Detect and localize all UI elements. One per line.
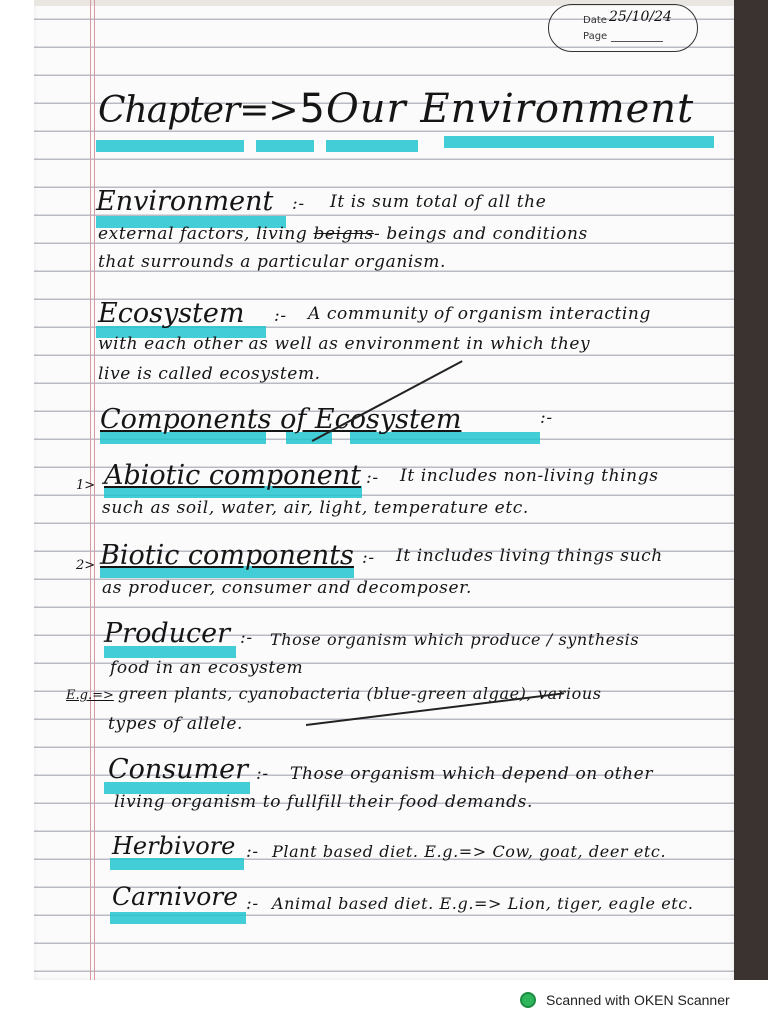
ecosystem-sep: :-	[274, 306, 287, 326]
abiotic-number: 1>	[76, 478, 96, 493]
carnivore-line1: Animal based diet. E.g.=> Lion, tiger, eagle etc.	[272, 894, 694, 913]
term-carnivore: Carnivore	[112, 882, 239, 911]
title-text: Our Environment	[326, 86, 695, 132]
highlight	[96, 140, 244, 152]
term-biotic: Biotic components	[100, 540, 354, 571]
title-chapter: Chapter=>	[98, 90, 298, 131]
ecosystem-line3: live is called ecosystem.	[98, 364, 321, 384]
highlight	[326, 140, 418, 152]
consumer-line2: living organism to fullfill their food demands.	[114, 792, 533, 812]
abiotic-line1: It includes non-living things	[400, 466, 659, 486]
producer-line4: types of allele.	[108, 714, 244, 734]
biotic-line2: as producer, consumer and decomposer.	[102, 578, 473, 598]
components-sep: :-	[540, 408, 553, 428]
highlight	[256, 140, 314, 152]
biotic-line1: It includes living things such	[396, 546, 663, 566]
components-heading: Components of Ecosystem	[100, 404, 462, 435]
term-ecosystem: Ecosystem	[98, 298, 245, 329]
biotic-sep: :-	[362, 548, 375, 568]
title-number: 5	[299, 86, 326, 132]
environment-line2a: external factors, living	[98, 224, 308, 244]
producer-sep: :-	[240, 628, 253, 648]
producer-line2: food in an ecosystem	[110, 658, 304, 678]
producer-eg-label: E.g.=>	[66, 688, 114, 703]
highlight	[444, 136, 714, 148]
date-page-box	[548, 4, 698, 52]
consumer-line1: Those organism which depend on other	[290, 764, 654, 784]
date-value: 25/10/24	[609, 9, 672, 25]
date-label: Date	[583, 15, 607, 26]
term-abiotic: Abiotic component	[104, 460, 361, 491]
background-edge	[734, 0, 768, 980]
environment-line2-struck: beigns	[313, 224, 374, 244]
environment-line3: that surrounds a particular organism.	[98, 252, 446, 272]
term-producer: Producer	[104, 618, 231, 649]
producer-line3: green plants, cyanobacteria (blue-green algae), various	[118, 684, 602, 703]
term-environment: Environment	[96, 186, 274, 217]
ecosystem-line2: with each other as well as environment in which they	[98, 334, 591, 354]
ecosystem-line1: A community of organism interacting	[308, 304, 651, 324]
environment-line2	[98, 224, 588, 244]
producer-line1: Those organism which produce / synthesis	[270, 630, 640, 649]
abiotic-sep: :-	[366, 468, 379, 488]
biotic-number: 2>	[76, 558, 96, 573]
environment-line2b: - beings and conditions	[373, 224, 588, 244]
herbivore-line1: Plant based diet. E.g.=> Cow, goat, deer etc.	[272, 842, 667, 861]
herbivore-sep: :-	[246, 842, 259, 862]
page-number-blank	[611, 41, 663, 42]
abiotic-line2: such as soil, water, air, light, temperature etc.	[102, 498, 529, 518]
carnivore-sep: :-	[246, 894, 259, 914]
term-consumer: Consumer	[108, 754, 249, 785]
page-label: Page	[583, 31, 608, 42]
highlight	[110, 912, 246, 924]
environment-line1: It is sum total of all the	[330, 192, 547, 212]
footer-text: Scanned with OKEN Scanner	[546, 992, 730, 1008]
oken-logo-icon	[520, 992, 536, 1008]
term-herbivore: Herbivore	[112, 832, 236, 860]
environment-sep: :-	[292, 194, 305, 214]
chapter-title	[98, 86, 326, 132]
consumer-sep: :-	[256, 764, 269, 784]
